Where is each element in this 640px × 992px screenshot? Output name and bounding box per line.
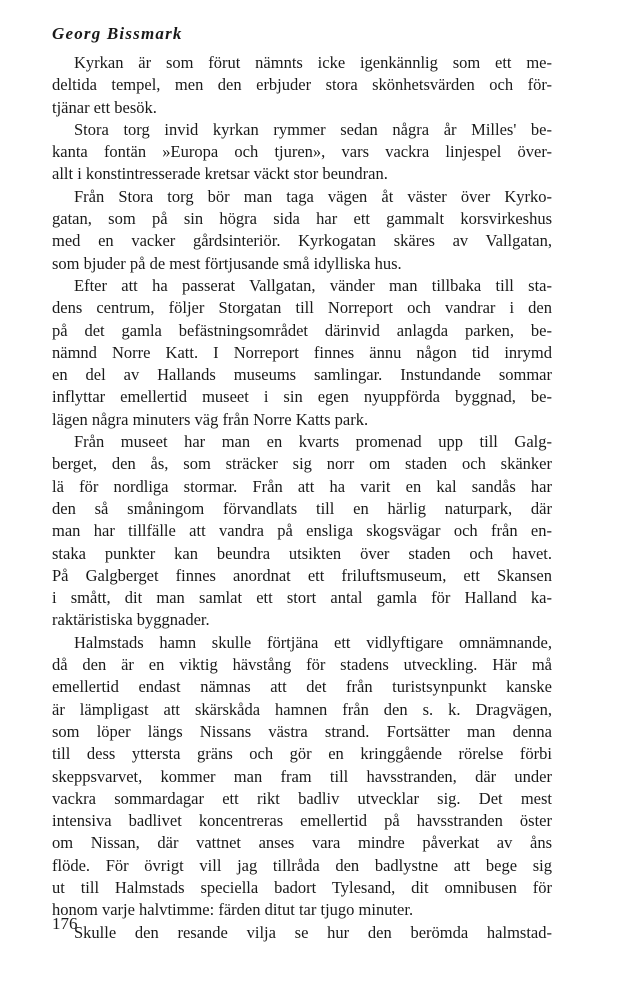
text-line: staka punkter kan beundra utsikten över staden och havet.	[52, 543, 552, 563]
text-line: honom varje halvtimme: färden ditut tar tjugo minuter.	[52, 900, 414, 920]
text-line: Stora torg invid kyrkan rymmer sedan några år Milles' be-	[74, 119, 552, 139]
text-line: allt i konstintresserade kretsar väckt stor beundran.	[52, 164, 388, 184]
paragraph	[52, 431, 552, 632]
text-line: berget, den ås, som sträcker sig norr om staden och skänker	[52, 454, 552, 474]
text-line: en del av Hallands museums samlingar. Instundande sommar	[52, 365, 552, 385]
text-line: tjänar ett besök.	[52, 97, 157, 117]
paragraph	[52, 52, 552, 119]
text-line: lä för nordliga stormar. Från att ha varit en kal sandås har	[52, 476, 552, 496]
text-line: lägen några minuters väg från Norre Katts park.	[52, 409, 369, 429]
text-line: Halmstads hamn skulle förtjäna ett vidlyftigare omnämnande,	[74, 632, 552, 652]
text-line: som bjuder på de mest förtjusande små idylliska hus.	[52, 253, 402, 273]
text-line: den så småningom förvandlats till en härlig naturpark, där	[52, 498, 552, 518]
paragraph	[52, 275, 552, 431]
text-line: På Galgberget finnes anordnat ett friluftsmuseum, ett Skansen	[52, 565, 552, 585]
text-line: flöde. För övrigt vill jag tillråda den badlystne att bege sig	[52, 855, 552, 875]
text-line: som löper längs Nissans västra strand. Fortsätter man denna	[52, 721, 552, 741]
text-line: Från Stora torg bör man taga vägen åt väster över Kyrko-	[74, 186, 552, 206]
text-line: deltida tempel, men den erbjuder stora skönhetsvärden och för-	[52, 75, 552, 95]
text-line: gatan, som på sin högra sida har ett gammalt korsvirkeshus	[52, 209, 552, 229]
text-line: Skulle den resande vilja se hur den berömda halmstad-	[74, 922, 552, 942]
body-text	[52, 52, 552, 944]
text-line: är lämpligast att skärskåda hamnen från den s. k. Dragvägen,	[52, 699, 552, 719]
text-line: Kyrkan är som förut nämnts icke igenkännlig som ett me-	[74, 53, 552, 72]
text-line: om Nissan, där vattnet anses vara mindre påverkat av åns	[52, 833, 552, 853]
text-line: nämnd Norre Katt. I Norreport finnes ännu någon tid inrymd	[52, 342, 552, 362]
text-line: skeppsvarvet, kommer man fram till havsstranden, där under	[52, 766, 552, 786]
text-line: Efter att ha passerat Vallgatan, vänder man tillbaka till sta-	[74, 275, 552, 295]
text-line: till dess yttersta gräns och gör en kringgående rörelse förbi	[52, 744, 552, 764]
text-line: raktäristiska byggnader.	[52, 610, 210, 630]
paragraph	[52, 632, 552, 922]
running-head-author: Georg Bissmark	[52, 24, 183, 43]
page-number: 176	[52, 914, 78, 933]
text-line: inflyttar emellertid museet i sin egen nyuppförda byggnad, be-	[52, 387, 552, 407]
paragraph	[52, 922, 552, 944]
text-line: emellertid endast nämnas att det från turistsynpunkt kanske	[52, 677, 552, 697]
text-line: på det gamla befästningsområdet därinvid anlagda parken, be-	[52, 320, 552, 340]
paragraph	[52, 119, 552, 186]
text-line: med en vacker gårdsinteriör. Kyrkogatan skäres av Vallgatan,	[52, 231, 552, 251]
text-line: kanta fontän »Europa och tjuren», vars vackra linjespel över-	[52, 142, 552, 162]
text-line: vackra sommardagar ett rikt badliv utvecklar sig. Det mest	[52, 788, 552, 808]
text-line: dens centrum, följer Storgatan till Norreport och vandrar i den	[52, 298, 552, 318]
text-line: intensiva badlivet koncentreras emellertid på havsstranden öster	[52, 811, 552, 831]
text-line: då den är en viktig hävstång för stadens utveckling. Här må	[52, 655, 552, 675]
text-line: man har tillfälle att vandra på ensliga skogsvägar och från en-	[52, 521, 552, 541]
book-page	[52, 22, 552, 944]
paragraph	[52, 186, 552, 275]
text-line: i smått, dit man samlat ett stort antal gamla för Halland ka-	[52, 588, 552, 608]
text-line: ut till Halmstads speciella badort Tylesand, dit omnibusen för	[52, 877, 552, 897]
text-line: Från museet har man en kvarts promenad upp till Galg-	[74, 432, 552, 452]
